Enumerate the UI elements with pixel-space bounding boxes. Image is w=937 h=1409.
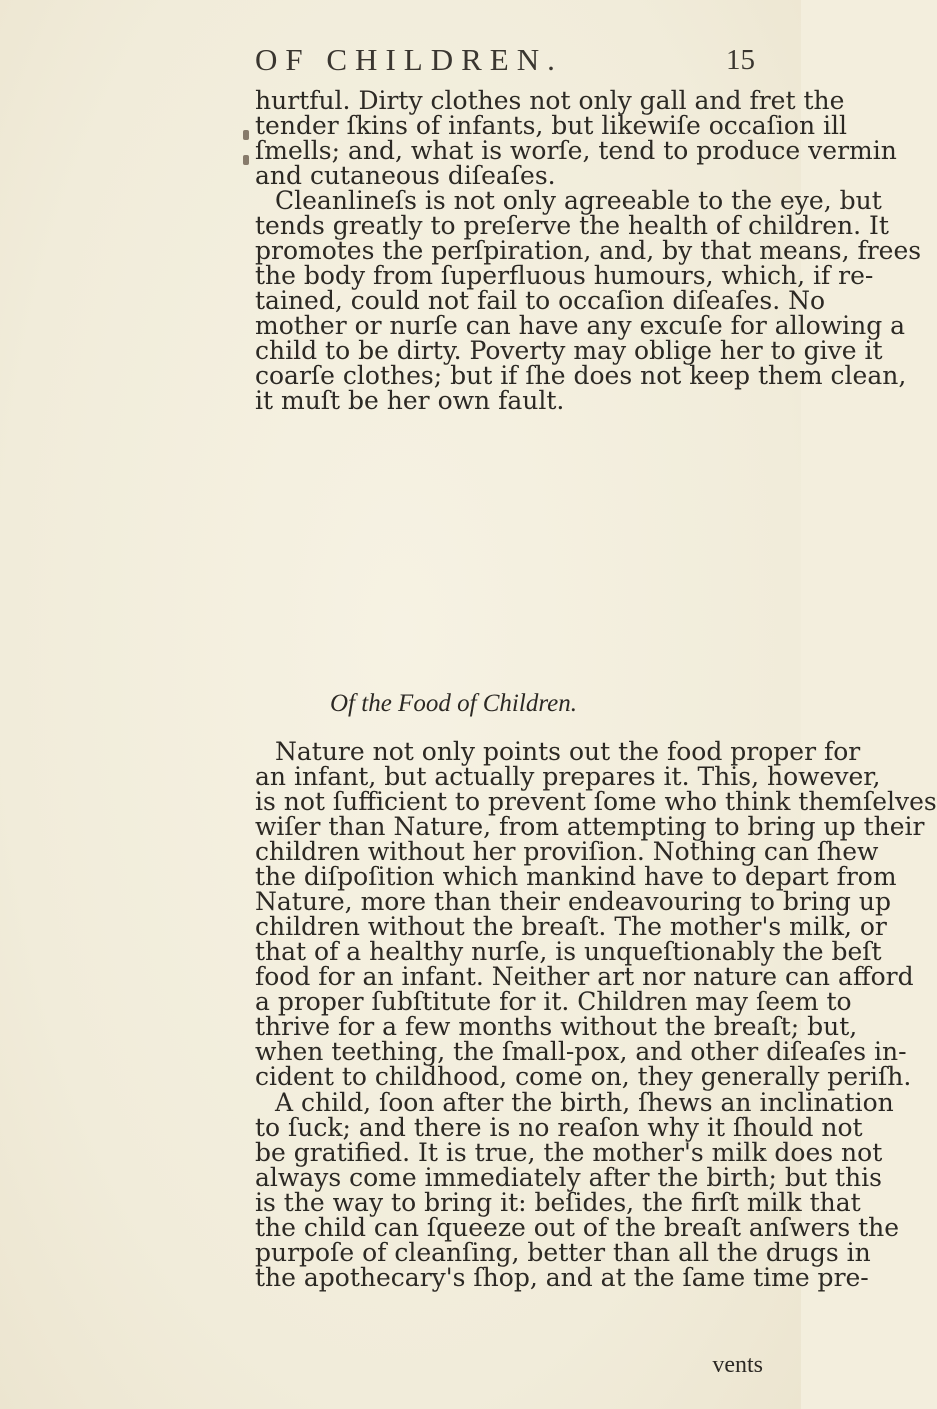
text-line: is not ſufficient to prevent ſome who think themſelves <box>255 787 937 816</box>
text-line: cident to childhood, come on, they generally periſh. <box>255 1062 912 1091</box>
running-head: OF CHILDREN. <box>255 42 563 77</box>
text-line: child to be dirty. Poverty may oblige her to give it <box>255 336 883 365</box>
text-line: thrive for a few months without the breaſt; but, <box>255 1012 858 1041</box>
text-line: tained, could not fail to occaſion diſeaſes. No <box>255 286 826 315</box>
text-line: hurtful. Dirty clothes not only gall and fret the <box>255 86 845 115</box>
section-heading: Of the Food of Children. <box>330 690 577 717</box>
text-line: that of a healthy nurſe, is unqueſtionably the beſt <box>255 937 882 966</box>
page-header <box>255 42 755 86</box>
text-line: it muſt be her own fault. <box>255 386 565 415</box>
margin-mark <box>243 130 249 140</box>
text-line: tender ſkins of infants, but likewiſe occaſion ill <box>255 111 848 140</box>
text-line: the child can ſqueeze out of the breaſt anſwers the <box>255 1213 900 1242</box>
text-line: an infant, but actually prepares it. This, however, <box>255 762 881 791</box>
text-line: mother or nurſe can have any excuſe for allowing a <box>255 311 906 340</box>
text-line: tends greatly to preſerve the health of children. It <box>255 211 889 240</box>
paragraph-cleanliness <box>255 186 922 415</box>
text-line: children without the breaſt. The mother's milk, or <box>255 912 887 941</box>
text-line: is the way to bring it: beſides, the firſt milk that <box>255 1188 861 1217</box>
text-line: purpoſe of cleanſing, better than all the drugs in <box>255 1238 871 1267</box>
text-line: always come immediately after the birth; but this <box>255 1163 882 1192</box>
text-line: to ſuck; and there is no reaſon why it ſhould not <box>255 1113 863 1142</box>
text-line: promotes the perſpiration, and, by that means, frees <box>255 236 922 265</box>
paragraph-hurtful <box>255 86 897 190</box>
text-line: the diſpoſition which mankind have to depart from <box>255 862 897 891</box>
text-line: be gratified. It is true, the mother's milk does not <box>255 1138 883 1167</box>
text-line: children without her proviſion. Nothing can ſhew <box>255 837 879 866</box>
paragraph-suck <box>255 1088 900 1292</box>
text-line: Cleanlineſs is not only agreeable to the eye, but <box>275 186 882 215</box>
margin-mark <box>243 155 249 165</box>
text-line: A child, ſoon after the birth, ſhews an inclination <box>275 1088 894 1117</box>
text-line: a proper ſubſtitute for it. Children may ſeem to <box>255 987 852 1016</box>
text-line: and cutaneous diſeaſes. <box>255 161 556 190</box>
text-line: food for an infant. Neither art nor nature can afford <box>255 962 914 991</box>
page-number: 15 <box>726 44 755 76</box>
text-line: Nature, more than their endeavouring to bring up <box>255 887 891 916</box>
text-line: the apothecary's ſhop, and at the ſame time pre- <box>255 1263 869 1292</box>
paragraph-nature <box>255 737 937 1091</box>
text-line: Nature not only points out the food proper for <box>275 737 861 766</box>
text-line: when teething, the ſmall-pox, and other diſeaſes in- <box>255 1037 907 1066</box>
text-line: ſmells; and, what is worſe, tend to produce vermin <box>255 136 897 165</box>
catchword: vents <box>712 1352 763 1378</box>
text-line: wiſer than Nature, from attempting to bring up their <box>255 812 925 841</box>
text-line: the body from ſuperfluous humours, which, if re- <box>255 261 874 290</box>
text-line: coarſe clothes; but if ſhe does not keep them clean, <box>255 361 907 390</box>
